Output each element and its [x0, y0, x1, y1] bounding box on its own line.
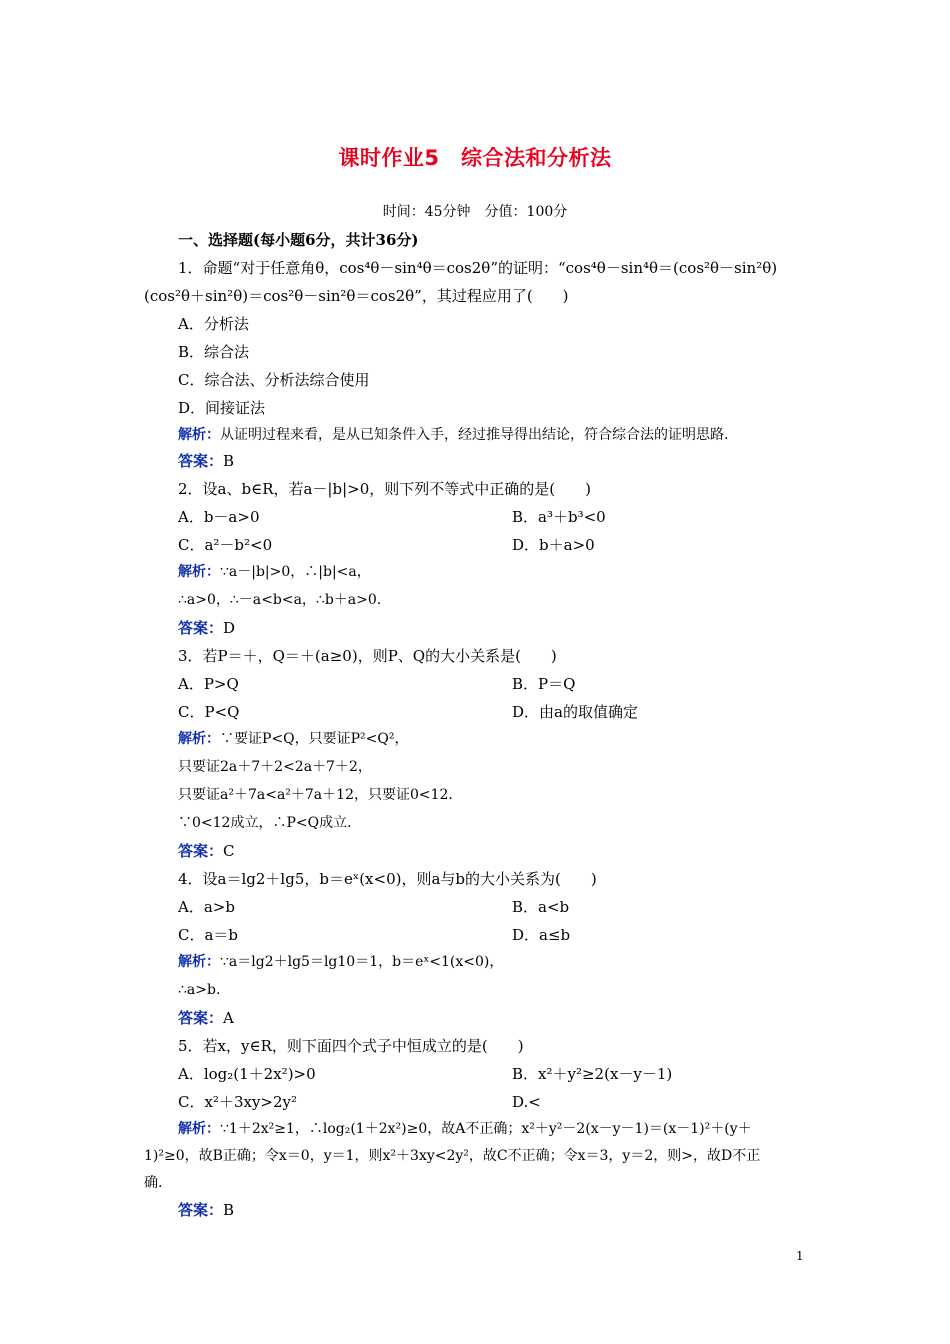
explanation-label: 解析： [178, 427, 220, 443]
q1-option-c: C．综合法、分析法综合使用 [178, 371, 370, 389]
explanation-label: 解析： [178, 1121, 220, 1137]
q5-option-c: C．x²＋3xy>2y² [178, 1093, 298, 1111]
q5-explanation-line1 [178, 1119, 752, 1139]
q1-answer [178, 451, 234, 471]
answer-value: B [223, 1201, 235, 1219]
q3-explanation-line1 [178, 729, 408, 749]
q1-explanation [178, 425, 728, 445]
explanation-text: ∵1＋2x²≥1，∴log₂(1＋2x²)≥0，故A不正确；x²＋y²－2(x－y－1)＝(x－1)²＋(y＋ [220, 1121, 752, 1137]
explanation-text: ∵a＝lg2＋lg5＝lg10＝1，b＝eˣ<1(x<0)， [220, 954, 504, 970]
q3-option-a: A．P>Q [178, 675, 239, 693]
q4-answer [178, 1008, 234, 1028]
q5-explanation-line2: 1)²≥0，故B正确；令x＝0，y＝1，则x²＋3xy<2y²，故C不正确；令x＝3，y＝2，则>，故D不正 [144, 1148, 761, 1164]
page-number: 1 [796, 1249, 804, 1263]
q4-option-b: B．a<b [512, 898, 570, 916]
q3-option-c: C．P<Q [178, 703, 240, 721]
answer-value: A [223, 1009, 234, 1027]
q2-option-c: C．a²－b²<0 [178, 536, 273, 554]
page-title: 课时作业5 综合法和分析法 [338, 146, 612, 170]
q4-option-a: A．a>b [178, 898, 235, 916]
q2-option-b: B．a³＋b³<0 [512, 508, 606, 526]
explanation-label: 解析： [178, 564, 220, 580]
explanation-label: 解析： [178, 731, 220, 747]
q1-stem-line2: (cos²θ＋sin²θ)＝cos²θ－sin²θ＝cos2θ”，其过程应用了( ) [144, 287, 569, 305]
q2-explanation-line2: ∴a>0，∴－a<b<a，∴b＋a>0. [178, 592, 382, 608]
answer-label: 答案： [178, 1009, 224, 1027]
q1-option-b: B．综合法 [178, 343, 250, 361]
q3-option-b: B．P＝Q [512, 675, 576, 693]
explanation-text: 从证明过程来看，是从已知条件入手，经过推导得出结论，符合综合法的证明思路. [220, 427, 729, 443]
time-score-info: 时间：45分钟 分值：100分 [382, 204, 568, 220]
q5-explanation-line3: 确. [144, 1175, 163, 1191]
q4-option-d: D．a≤b [512, 926, 571, 944]
q1-option-d: D．间接证法 [178, 399, 266, 417]
q4-option-c: C．a＝b [178, 926, 239, 944]
q1-option-a: A．分析法 [178, 315, 249, 333]
explanation-text: ∵要证P<Q，只要证P²<Q²， [220, 731, 409, 747]
q2-option-a: A．b－a>0 [178, 508, 260, 526]
q2-option-d: D．b＋a>0 [512, 536, 595, 554]
q2-answer [178, 618, 235, 638]
explanation-label: 解析： [178, 954, 220, 970]
q3-answer [178, 841, 235, 861]
q3-stem: 3．若P＝＋，Q＝＋(a≥0)，则P、Q的大小关系是( ) [178, 647, 557, 665]
q1-stem-line1: 1．命题“对于任意角θ，cos⁴θ－sin⁴θ＝cos2θ”的证明：“cos⁴θ－sin⁴θ＝(cos²θ－sin²θ) [178, 259, 778, 277]
answer-label: 答案： [178, 452, 224, 470]
q3-option-d: D．由a的取值确定 [512, 703, 638, 721]
q5-stem: 5．若x，y∈R，则下面四个式子中恒成立的是( ) [178, 1037, 524, 1055]
answer-label: 答案： [178, 1201, 224, 1219]
q3-explanation-line4: ∵0<12成立，∴P<Q成立. [178, 815, 352, 831]
answer-label: 答案： [178, 619, 224, 637]
q4-explanation-line2: ∴a>b. [178, 982, 221, 998]
answer-label: 答案： [178, 842, 224, 860]
q2-explanation-line1 [178, 562, 371, 582]
q2-stem: 2．设a、b∈R，若a－|b|>0，则下列不等式中正确的是( ) [178, 480, 591, 498]
q3-explanation-line3: 只要证a²＋7a<a²＋7a＋12，只要证0<12. [178, 787, 453, 803]
answer-value: B [223, 452, 235, 470]
q5-option-d: D.< [512, 1093, 541, 1111]
q5-option-b: B．x²＋y²≥2(x－y－1) [512, 1065, 673, 1083]
answer-value: D [223, 619, 236, 637]
q5-answer [178, 1200, 234, 1220]
q3-explanation-line2: 只要证2a＋7＋2<2a＋7＋2， [178, 759, 372, 775]
explanation-text: ∵a－|b|>0，∴|b|<a， [220, 564, 371, 580]
section-heading: 一、选择题(每小题6分，共计36分) [178, 231, 419, 249]
answer-value: C [223, 842, 235, 860]
q5-option-a: A．log₂(1＋2x²)>0 [178, 1065, 316, 1083]
q4-stem: 4．设a＝lg2＋lg5，b＝eˣ(x<0)，则a与b的大小关系为( ) [178, 870, 597, 888]
q4-explanation-line1 [178, 952, 503, 972]
